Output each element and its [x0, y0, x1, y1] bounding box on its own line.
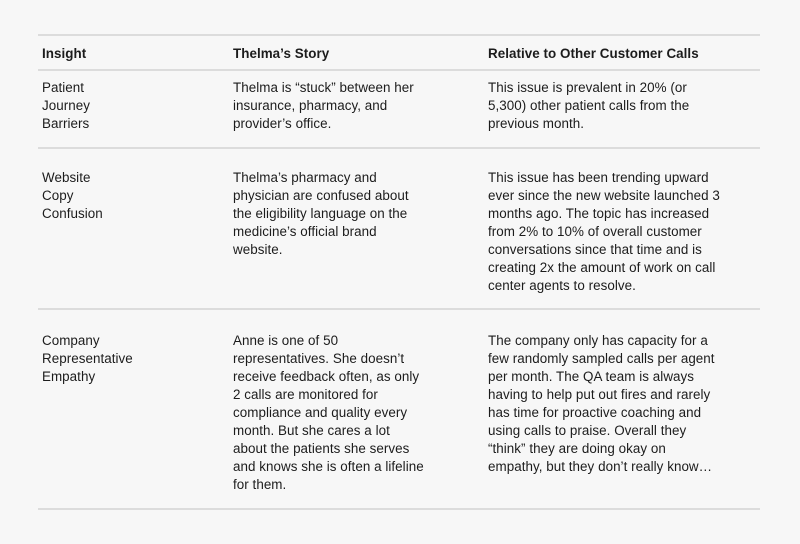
relative-line: having to help put out fires and rarely: [488, 387, 711, 402]
relative-line: This issue has been trending upward: [488, 170, 709, 185]
relative-line: has time for proactive coaching and: [488, 405, 702, 420]
relative-cell: [484, 332, 760, 508]
insight-line: Website: [42, 170, 91, 185]
relative-line: months ago. The topic has increased: [488, 206, 710, 221]
insights-table: [38, 34, 760, 510]
relative-line: This issue is prevalent in 20% (or: [488, 80, 687, 95]
relative-line: from 2% to 10% of overall customer: [488, 224, 702, 239]
story-cell: [229, 79, 484, 147]
relative-line: per month. The QA team is always: [488, 369, 695, 384]
relative-line: “think” they are doing okay on: [488, 441, 666, 456]
relative-line: empathy, but they don’t really know…: [488, 459, 713, 474]
insight-line: Copy: [42, 188, 74, 203]
table-row-company-representative-empathy: [38, 310, 760, 510]
insight-cell: [38, 79, 229, 147]
relative-line: ever since the new website launched 3: [488, 188, 720, 203]
story-line: for them.: [233, 477, 287, 492]
insight-line: Barriers: [42, 116, 90, 131]
table-row-patient-journey-barriers: [38, 71, 760, 149]
relative-line: The company only has capacity for a: [488, 333, 708, 348]
story-line: provider’s office.: [233, 116, 332, 131]
insight-cell: [38, 169, 229, 308]
story-line: Thelma is “stuck” between her: [233, 80, 414, 95]
relative-line: center agents to resolve.: [488, 278, 636, 293]
story-line: insurance, pharmacy, and: [233, 98, 388, 113]
column-header-insight: Insight: [42, 46, 87, 61]
story-line: month. But she cares a lot: [233, 423, 390, 438]
relative-cell: [484, 169, 760, 308]
story-line: website.: [233, 242, 283, 257]
story-line: 2 calls are monitored for: [233, 387, 378, 402]
table-header-row: [38, 36, 760, 71]
insight-cell: [38, 332, 229, 508]
story-line: medicine’s official brand: [233, 224, 377, 239]
relative-line: conversations since that time and is: [488, 242, 702, 257]
story-line: compliance and quality every: [233, 405, 408, 420]
story-cell: [229, 169, 484, 308]
column-header-thelmas-story: Thelma’s Story: [233, 46, 330, 61]
relative-line: few randomly sampled calls per agent: [488, 351, 715, 366]
story-line: Thelma’s pharmacy and: [233, 170, 377, 185]
story-cell: [229, 332, 484, 508]
insight-line: Patient: [42, 80, 85, 95]
column-header-relative-to-other-calls: Relative to Other Customer Calls: [488, 46, 699, 61]
relative-line: 5,300) other patient calls from the: [488, 98, 690, 113]
story-line: and knows she is often a lifeline: [233, 459, 424, 474]
story-line: physician are confused about: [233, 188, 409, 203]
relative-line: creating 2x the amount of work on call: [488, 260, 716, 275]
story-line: receive feedback often, as only: [233, 369, 420, 384]
insight-line: Representative: [42, 351, 133, 366]
relative-line: previous month.: [488, 116, 585, 131]
story-line: the eligibility language on the: [233, 206, 408, 221]
insight-line: Empathy: [42, 369, 96, 384]
insight-line: Journey: [42, 98, 90, 113]
story-line: Anne is one of 50: [233, 333, 339, 348]
story-line: representatives. She doesn’t: [233, 351, 405, 366]
table-row-website-copy-confusion: [38, 149, 760, 310]
insight-line: Company: [42, 333, 100, 348]
insight-line: Confusion: [42, 206, 103, 221]
relative-line: using calls to praise. Overall they: [488, 423, 687, 438]
relative-cell: [484, 79, 760, 147]
story-line: about the patients she serves: [233, 441, 410, 456]
